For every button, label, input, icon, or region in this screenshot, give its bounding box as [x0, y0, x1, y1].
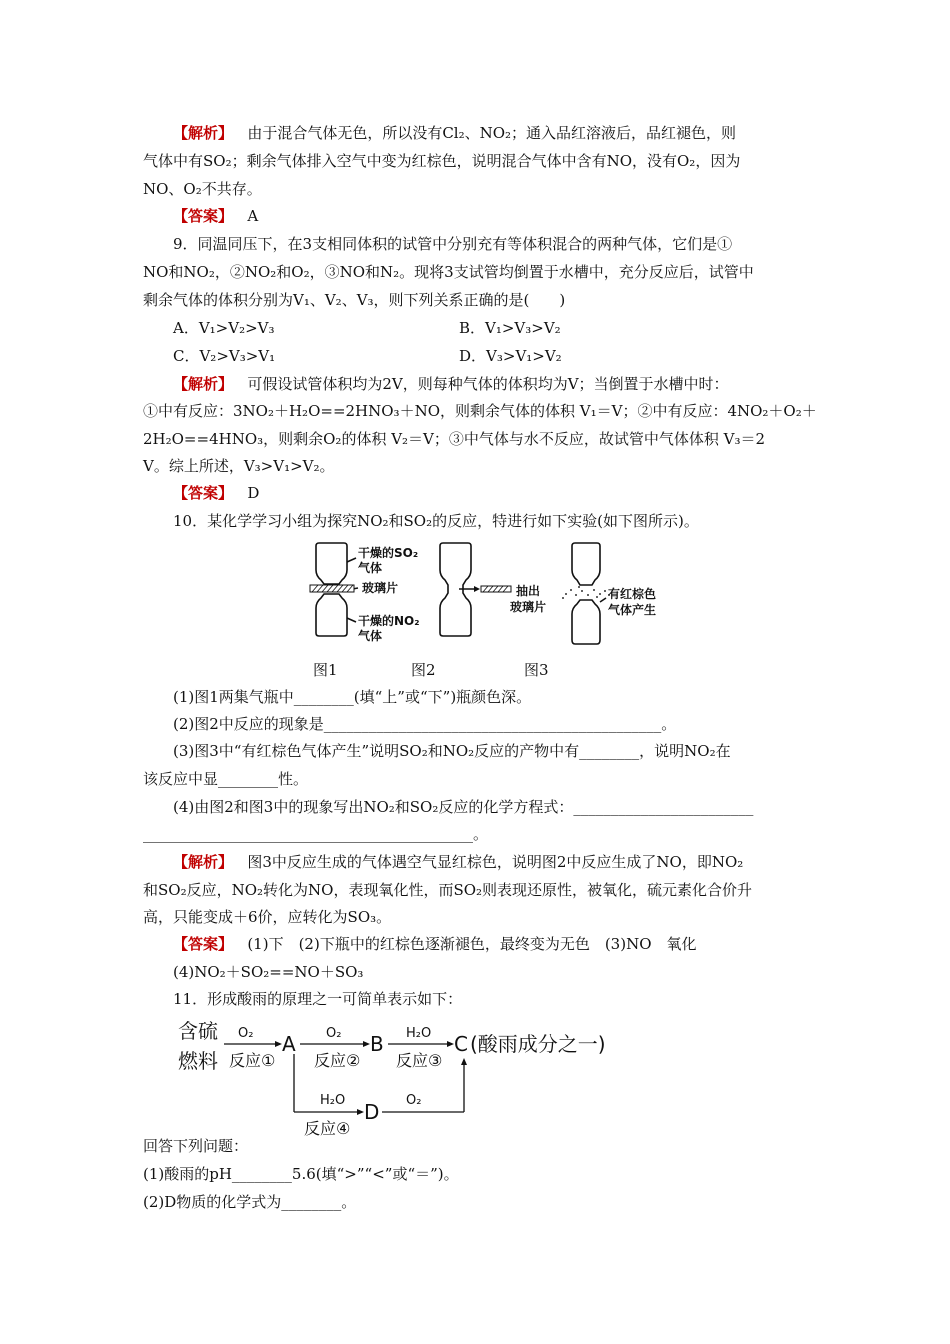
question-11-intro: 11．形成酸雨的原理之一可简单表示如下： [173, 990, 463, 1008]
question-9-line-1: 9．同温同压下，在3支相同体积的试管中分别充有等体积混合的两种气体，它们是① [173, 235, 733, 253]
answer-10-line-2: (4)NO₂＋SO₂==NO＋SO₃ [173, 963, 364, 981]
question-9-line-3: 剩余气体的体积分别为V₁、V₂、V₃，则下列关系正确的是( ) [143, 291, 566, 309]
question-10-part-4b: ____________________________________________。 [143, 825, 489, 843]
analysis-8-line-3: NO、O₂不共存。 [143, 180, 262, 198]
question-10-part-2: (2)图2中反应的现象是_____________________________________________。 [173, 715, 677, 733]
label-glass-plate: 玻璃片 [362, 581, 399, 595]
question-10-part-3a: (3)图3中“有红棕色气体产生”说明SO₂和NO₂反应的产物中有________，说明NO₂在 [173, 742, 731, 760]
label-pull-glass: 玻璃片 [510, 600, 547, 614]
option-d: D．V₃>V₁>V₂ [459, 347, 562, 365]
caption-fig-1: 图1 [313, 661, 338, 679]
analysis-10-line-3: 高，只能变成＋6价，应转化为SO₃。 [143, 908, 392, 926]
acid-rain-diagram [170, 1014, 630, 1138]
analysis-8-line-1: 【解析】 由于混合气体无色，所以没有Cl₂、NO₂；通入品红溶液后，品红褪色，则 [173, 124, 737, 142]
reaction-1-label: 反应① [229, 1051, 276, 1070]
caption-fig-2: 图2 [411, 661, 436, 679]
label-gas-2: 气体 [358, 629, 383, 643]
question-10-intro: 10．某化学学习小组为探究NO₂和SO₂的反应，特进行如下实验(如下图所示)。 [173, 512, 699, 530]
node-a: A [282, 1032, 296, 1056]
label-dry-no2: 干燥的NO₂ [358, 614, 420, 628]
option-a: A．V₁>V₂>V₃ [173, 319, 275, 337]
label-red-gas: 有红棕色 [608, 587, 657, 601]
o2-label-1: O₂ [238, 1026, 254, 1041]
answer-tag: 【答案】 [173, 935, 234, 953]
answer-tag: 【答案】 [173, 207, 234, 225]
arrow-r1 [275, 1041, 282, 1047]
analysis-9-line-3: 2H₂O==4HNO₃，则剩余O₂的体积 V₂＝V；③中气体与水不反应，故试管中气体体积 V₃＝2 [143, 430, 766, 448]
label-dry-so2: 干燥的SO₂ [358, 546, 419, 560]
fig1-bottom-bottle [316, 594, 347, 636]
answer-tag: 【答案】 [173, 484, 234, 502]
caption-fig-3: 图3 [524, 661, 549, 679]
analysis-9-line-1: 【解析】 可假设试管体积均为2V，则每种气体的体积均为V；当倒置于水槽中时： [173, 375, 729, 393]
o2-label-2: O₂ [326, 1026, 342, 1041]
arrow-r4 [357, 1109, 364, 1115]
analysis-10-line-2: 和SO₂反应，NO₂转化为NO，表现氧化性，而SO₂则表现还原性，被氧化，硫元素化合价升 [143, 881, 753, 899]
label-produced: 气体产生 [608, 603, 657, 617]
arrow-d-to-c [461, 1058, 467, 1065]
o2-label-3: O₂ [406, 1093, 422, 1108]
reaction-3-label: 反应③ [396, 1051, 443, 1070]
question-10-part-3b: 该反应中显________性。 [143, 770, 309, 788]
gas-bottle-figure [300, 540, 700, 658]
answer-9: 【答案】 D [173, 484, 260, 502]
question-11-prompt: 回答下列问题： [143, 1137, 249, 1155]
analysis-tag: 【解析】 [173, 375, 234, 393]
analysis-8-line-2: 气体中有SO₂；剩余气体排入空气中变为红棕色，说明混合气体中含有NO，没有O₂，因为 [143, 152, 741, 170]
question-10-part-1: (1)图1两集气瓶中________(填“上”或“下”)瓶颜色深。 [173, 688, 532, 706]
arrow-r3 [447, 1041, 454, 1047]
node-c: C [454, 1032, 468, 1056]
node-b: B [370, 1032, 384, 1056]
answer-8: 【答案】 A [173, 207, 259, 225]
analysis-9-line-2: ①中有反应：3NO₂＋H₂O==2HNO₃＋NO，则剩余气体的体积 V₁＝V；②中有反应：4NO₂＋O₂＋ [143, 402, 817, 420]
h2o-label-1: H₂O [406, 1026, 432, 1041]
question-10-part-4a: (4)由图2和图3中的现象写出NO₂和SO₂反应的化学方程式：________________________ [173, 798, 754, 816]
fuel-label-1: 含硫 [178, 1019, 218, 1043]
analysis-10-line-1: 【解析】 图3中反应生成的气体遇空气显红棕色，说明图2中反应生成了NO，即NO₂ [173, 853, 744, 871]
red-gas-dots [562, 586, 610, 599]
analysis-9-line-4: V。综上所述，V₃>V₁>V₂。 [143, 457, 335, 475]
analysis-tag: 【解析】 [173, 853, 234, 871]
answer-10-line-1: 【答案】 (1)下 (2)下瓶中的红棕色逐渐褪色，最终变为无色 (3)NO 氧化 [173, 935, 697, 953]
h2o-label-2: H₂O [320, 1093, 346, 1108]
question-11-part-2: (2)D物质的化学式为________。 [143, 1193, 357, 1211]
option-c: C．V₂>V₃>V₁ [173, 347, 276, 365]
label-pull: 抽出 [516, 584, 541, 598]
fig3-top-bottle [572, 543, 600, 585]
reaction-4-label: 反应④ [304, 1119, 351, 1138]
question-9-line-2: NO和NO₂，②NO₂和O₂，③NO和N₂。现将3支试管均倒置于水槽中，充分反应后，试管中 [143, 263, 754, 281]
reaction-2-label: 反应② [314, 1051, 361, 1070]
acid-rain-note: (酸雨成分之一) [470, 1032, 606, 1056]
option-b: B．V₁>V₃>V₂ [459, 319, 561, 337]
arrow-r2 [363, 1041, 370, 1047]
node-d: D [364, 1100, 380, 1124]
fig3-bottom-bottle [572, 600, 600, 644]
analysis-tag: 【解析】 [173, 124, 234, 142]
fig1-top-bottle [316, 543, 347, 584]
question-11-part-1: (1)酸雨的pH________5.6(填“>”“<”或“＝”)。 [143, 1165, 459, 1183]
fuel-label-2: 燃料 [178, 1049, 218, 1073]
label-gas-1: 气体 [358, 561, 383, 575]
